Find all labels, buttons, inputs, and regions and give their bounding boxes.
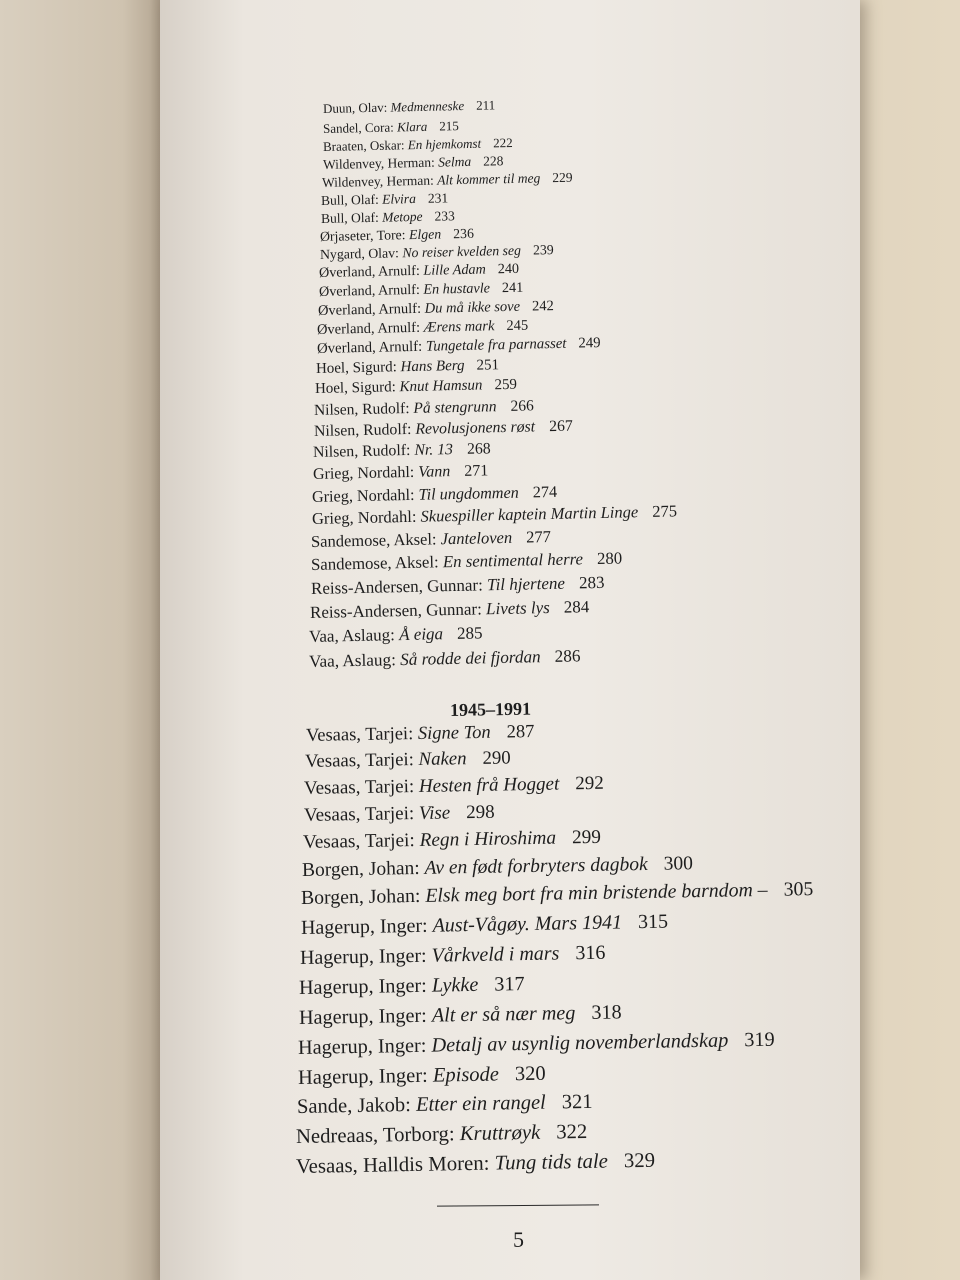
entry-page-number: 266	[510, 397, 534, 415]
entry-author: Sandel, Cora:	[322, 119, 394, 136]
toc-entry	[311, 574, 605, 597]
entry-title: Av en født forbryters dagbok	[424, 853, 648, 879]
toc-entry	[321, 209, 455, 225]
toc-entry	[319, 262, 519, 280]
entry-title: Kruttrøyk	[459, 1121, 541, 1146]
toc-entry	[323, 154, 504, 171]
toc-entry	[314, 398, 534, 418]
toc-entry	[310, 526, 552, 551]
entry-title: Elvira	[381, 191, 417, 207]
entry-author: Wildenvey, Herman:	[322, 154, 435, 172]
entry-title: Tung tids tale	[494, 1149, 609, 1175]
toc-entry	[323, 119, 459, 135]
entry-author: Nilsen, Rudolf:	[313, 420, 412, 440]
toc-entry	[318, 299, 554, 318]
toc-entry	[312, 484, 557, 505]
entry-author: Hagerup, Inger:	[299, 944, 427, 969]
entry-title: Knut Hamsun	[399, 377, 483, 396]
entry-author: Vaa, Aslaug:	[308, 625, 396, 646]
entry-title: Å eiga	[398, 624, 444, 645]
entry-author: Hagerup, Inger:	[300, 914, 428, 939]
entry-author: Ørjaseter, Tore:	[319, 227, 406, 244]
entry-author: Borgen, Johan:	[300, 884, 421, 909]
entry-author: Vesaas, Tarjei:	[304, 749, 415, 772]
entry-page-number: 249	[578, 335, 601, 352]
entry-author: Sande, Jakob:	[296, 1094, 412, 1118]
entry-page-number: 315	[637, 910, 669, 934]
entry-title: På stengrunn	[413, 398, 497, 417]
entry-title: Lykke	[431, 973, 479, 997]
entry-page-number: 259	[494, 376, 518, 394]
entry-page-number: 322	[556, 1120, 588, 1144]
toc-entry	[314, 419, 573, 440]
toc-entry	[316, 358, 499, 377]
entry-page-number: 236	[453, 225, 475, 242]
entry-page-number: 286	[554, 646, 581, 666]
entry-page-number: 240	[497, 260, 520, 278]
toc-entry	[299, 1002, 622, 1028]
toc-entry	[317, 319, 528, 338]
entry-page-number: 274	[532, 482, 558, 502]
footer-rule	[437, 1204, 599, 1206]
toc-entry	[317, 336, 601, 357]
entry-title: Signe Ton	[417, 722, 491, 745]
entry-author: Nygard, Olav:	[319, 245, 400, 262]
entry-author: Vesaas, Halldis Moren:	[295, 1151, 490, 1178]
toc-entry	[323, 136, 513, 153]
entry-title: Vårkveld i mars	[431, 942, 560, 967]
toc-entry	[300, 943, 606, 968]
entry-title: Du må ikke sove	[424, 298, 521, 317]
entry-title: Ærens mark	[423, 318, 495, 336]
entry-page-number: 229	[552, 169, 573, 186]
entry-page-number: 292	[575, 772, 604, 795]
entry-page-number: 317	[494, 973, 525, 996]
toc-entry	[321, 191, 448, 207]
entry-title: Til ungdommen	[418, 483, 519, 504]
entry-title: Elgen	[408, 226, 442, 243]
entry-title: Medmenneske	[390, 98, 465, 115]
entry-title: Livets lys	[485, 597, 551, 619]
toc-entry	[302, 854, 693, 880]
entry-title: Så rodde dei fjordan	[399, 647, 541, 670]
toc-entry	[298, 1030, 775, 1059]
toc-entry	[319, 281, 524, 299]
entry-page-number: 275	[652, 501, 678, 521]
entry-author: Grieg, Nordahl:	[311, 485, 415, 506]
entry-page-number: 287	[506, 722, 535, 743]
entry-title: Janteloven	[440, 527, 513, 549]
toc-entry	[301, 912, 668, 938]
entry-title: Hesten frå Hogget	[418, 773, 560, 797]
entry-author: Hagerup, Inger:	[297, 1034, 427, 1059]
toc-entry	[306, 723, 535, 745]
entry-title: Til hjertene	[486, 573, 566, 595]
entry-title: Vise	[418, 802, 451, 824]
entry-page-number: 298	[466, 801, 495, 824]
entry-author: Reiss-Andersen, Gunnar:	[309, 599, 483, 622]
toc-entry	[310, 598, 590, 621]
entry-author: Bull, Olaf:	[320, 191, 379, 208]
entry-title: Hans Berg	[400, 357, 465, 376]
entry-page-number: 245	[506, 317, 529, 335]
entry-page-number: 329	[623, 1148, 656, 1173]
entry-title: Revolusjonens røst	[415, 418, 536, 438]
entry-author: Grieg, Nordahl:	[311, 506, 417, 528]
toc-entry	[303, 828, 601, 852]
entry-page-number: 241	[501, 279, 524, 297]
toc-entry	[320, 243, 554, 262]
entry-page-number: 284	[563, 597, 590, 617]
section-heading: 1945–1991	[449, 698, 532, 720]
entry-page-number: 321	[561, 1090, 593, 1114]
entry-author: Vesaas, Tarjei:	[303, 803, 415, 826]
entry-title: Skuespiller kaptein Martin Linge	[420, 502, 639, 526]
entry-page-number: 318	[591, 1001, 622, 1024]
toc-entry	[323, 98, 495, 115]
entry-title: Alt er så nær meg	[431, 1002, 576, 1027]
entry-title: Klara	[396, 118, 428, 135]
entry-page-number: 277	[525, 526, 552, 547]
entry-author: Wildenvey, Herman:	[321, 172, 434, 190]
entry-author: Duun, Olav:	[322, 99, 388, 116]
entry-author: Øverland, Arnulf:	[318, 281, 421, 300]
entry-title: Lille Adam	[423, 261, 486, 279]
toc-entry	[295, 1148, 656, 1178]
entry-page-number: 268	[466, 440, 491, 458]
entry-author: Bull, Olaf:	[320, 209, 379, 226]
entry-page-number: 285	[456, 623, 483, 643]
entry-title: No reiser kvelden seg	[402, 242, 522, 261]
entry-author: Hoel, Sigurd:	[314, 379, 396, 397]
entry-author: Hagerup, Inger:	[297, 1064, 428, 1089]
entry-page-number: 222	[492, 135, 513, 151]
entry-author: Borgen, Johan:	[301, 857, 420, 881]
entry-title: Elsk meg bort fra min bristende barndom –	[425, 878, 768, 907]
entry-title: Metope	[381, 208, 423, 225]
entry-title: Aust-Vågøy. Mars 1941	[432, 911, 623, 937]
toc-entry	[309, 624, 483, 645]
entry-page-number: 299	[571, 826, 602, 849]
entry-page-number: 267	[548, 417, 573, 436]
entry-author: Øverland, Arnulf:	[317, 300, 422, 319]
entry-page-number: 280	[596, 548, 623, 569]
entry-page-number: 251	[476, 357, 500, 374]
entry-author: Grieg, Nordahl:	[312, 463, 415, 483]
toc-entry	[313, 463, 489, 483]
entry-title: Selma	[437, 153, 472, 170]
entry-author: Vesaas, Tarjei:	[303, 776, 415, 799]
entry-author: Braaten, Oskar:	[322, 137, 405, 154]
entry-author: Hagerup, Inger:	[298, 1004, 427, 1029]
entry-page-number: 320	[514, 1062, 546, 1086]
entry-author: Øverland, Arnulf:	[316, 338, 423, 357]
entry-page-number: 239	[532, 242, 554, 258]
entry-page-number: 242	[531, 298, 555, 315]
entry-author: Vesaas, Tarjei:	[302, 830, 415, 853]
entry-title: Vann	[418, 463, 451, 481]
entry-author: Hagerup, Inger:	[298, 974, 427, 999]
toc-entry	[299, 974, 525, 998]
entry-author: Sandemose, Aksel:	[310, 529, 437, 551]
entry-author: Vaa, Aslaug:	[308, 650, 397, 671]
entry-page-number: 215	[439, 118, 459, 134]
entry-page-number: 319	[744, 1028, 775, 1052]
entry-page-number: 231	[427, 190, 449, 206]
entry-title: En hustavle	[423, 280, 491, 298]
entry-author: Øverland, Arnulf:	[316, 319, 421, 338]
entry-title: Nr. 13	[414, 441, 454, 459]
entry-author: Nilsen, Rudolf:	[312, 441, 411, 461]
entry-title: En hjemkomst	[407, 135, 482, 153]
entry-author: Vesaas, Tarjei:	[305, 724, 414, 746]
entry-page-number: 211	[475, 97, 496, 113]
toc-entry	[311, 550, 623, 573]
toc-entry	[301, 880, 814, 909]
toc-entry	[304, 803, 495, 825]
toc-entry	[313, 441, 491, 461]
page-number: 5	[513, 1227, 524, 1252]
entry-page-number: 228	[482, 153, 504, 169]
entry-title: Etter ein rangel	[415, 1091, 546, 1116]
entry-title: Detalj av usynlig novemberlandskap	[431, 1029, 729, 1057]
toc-entry	[322, 171, 573, 190]
entry-author: Nedreaas, Torborg:	[295, 1123, 455, 1148]
toc-entry	[320, 227, 474, 244]
entry-page-number: 290	[482, 747, 511, 769]
entry-title: Regn i Hiroshima	[419, 827, 557, 851]
entry-author: Nilsen, Rudolf:	[313, 399, 410, 419]
entry-page-number: 271	[464, 462, 489, 480]
entry-page-number: 283	[578, 572, 605, 593]
toc-entry	[296, 1122, 588, 1148]
entry-author: Sandemose, Aksel:	[310, 552, 439, 574]
entry-title: Naken	[418, 748, 467, 771]
entry-title: En sentimental herre	[442, 549, 584, 572]
entry-page-number: 233	[434, 208, 455, 224]
entry-title: Tungetale fra parnasset	[425, 335, 567, 355]
entry-title: Episode	[432, 1063, 500, 1087]
entry-author: Reiss-Andersen, Gunnar:	[310, 575, 484, 598]
toc-entry	[309, 647, 581, 670]
entry-page-number: 316	[575, 941, 606, 965]
toc-entry	[305, 749, 511, 771]
entry-page-number: 300	[663, 853, 694, 875]
toc-entry	[312, 503, 677, 527]
entry-title: Alt kommer til meg	[436, 170, 541, 188]
toc-entry	[297, 1092, 593, 1118]
entry-author: Hoel, Sigurd:	[315, 359, 397, 377]
entry-page-number: 305	[783, 878, 814, 901]
toc-entry	[298, 1064, 546, 1089]
toc-entry	[315, 378, 517, 397]
toc-entry	[304, 774, 604, 798]
entry-author: Øverland, Arnulf:	[318, 262, 421, 281]
